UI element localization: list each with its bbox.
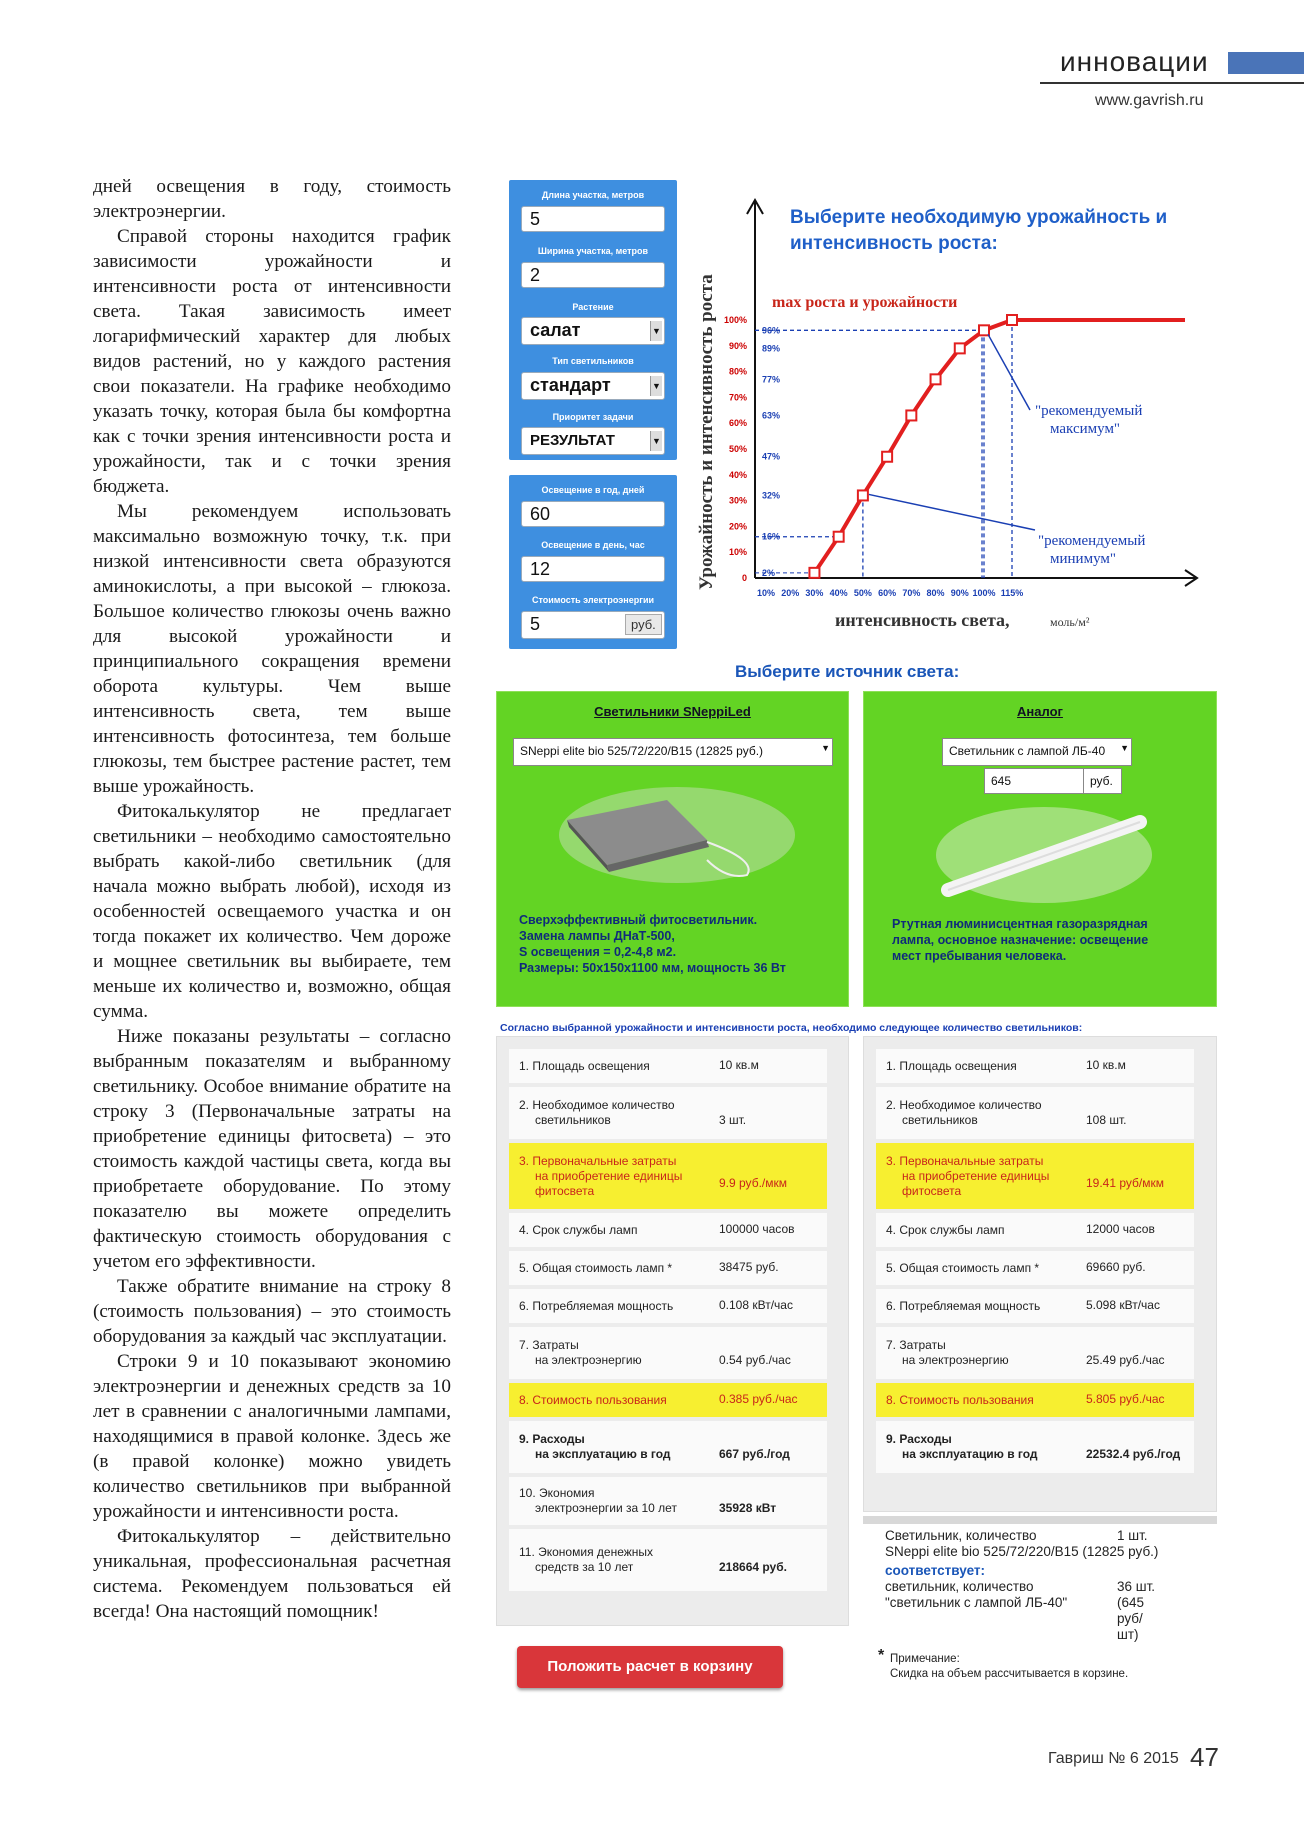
result-label: 3. Первоначальные затраты на приобретение единицы фитосвета [519,1153,683,1198]
lamp-type-label: Тип светильников [552,356,634,366]
result-value: 69660 руб. [1086,1260,1146,1274]
hours-input[interactable]: 12 [521,556,665,582]
priority-select[interactable] [521,427,665,455]
paragraph: Фитокалькулятор не предлагает светильники – необходимо самостоятельно выбрать какой-либо светильник (для начала можно выбрать любой), исходя из особенностей освещаемого участка и он тогда покажет их количество. Чем дороже и мощнее светильник вы выбираете, тем меньше их количество и, возможно, общая сумма. [93,801,451,1022]
page-number: 47 [1190,1742,1219,1772]
data-point[interactable] [834,532,844,542]
section-bar [1228,52,1304,74]
data-point[interactable] [858,490,868,500]
sneppi-desc: Сверхэффективный фитосветильник. Замена лампы ДНаТ-500, S освещения = 0,2-4,8 м2. Размеры: 50х150х1100 мм, мощность 36 Вт [519,913,786,975]
x-tick-label: 30% [805,588,824,598]
chart-title: Выберите необходимую урожайность и [790,207,1168,228]
result-row [876,1251,1194,1285]
result-value: 218664 руб. [719,1560,787,1574]
paragraph: Ниже показаны результаты – согласно выбранным показателям и выбранному светильнику. Особое внимание обратите на строку 3 (Первоначальные затраты на приобретение единицы фитосвета) – это стоимость каждой частицы света, когда вы приобретаете оборудование. По этому показателю вы можете определить фактическую стоимость оборудования с учетом его эффективности. [93,1026,451,1272]
result-row [876,1327,1194,1379]
analog-desc: Ртутная люминисцентная газоразрядная лампа, основное назначение: освещение мест пребывания человека. [892,917,1149,963]
y-tick-label: 0 [741,573,747,583]
x-tick-label: 60% [878,588,897,598]
plant-select[interactable] [521,317,665,345]
result-value: 38475 руб. [719,1260,779,1274]
width-label: Ширина участка, метров [537,246,649,256]
results-left [496,1036,849,1626]
result-value: 9.9 руб./мкм [719,1176,787,1190]
arrow [869,494,1035,530]
results-title: Согласно выбранной урожайности и интенсивности роста, необходимо следующее количество светильников: [500,1022,1083,1034]
analog-card [863,691,1217,1007]
result-row [509,1327,827,1379]
result-value: 5.098 кВт/час [1086,1298,1160,1312]
result-label: 5. Общая стоимость ламп * [519,1260,673,1275]
divider [863,1516,1217,1524]
result-row [876,1143,1194,1209]
y-tick-label: 10% [728,547,747,558]
chevron-down-icon: ▼ [650,376,662,396]
sneppi-card [496,691,849,1007]
analog-price-unit: руб. [1084,768,1122,794]
priority-label: Приоритет задачи [552,412,634,422]
y-tick-label: 20% [728,521,747,532]
y-tick-label: 60% [728,418,747,429]
price-unit: руб. [625,614,662,635]
plant-label: Растение [572,302,614,312]
point-value-label: 89% [762,343,781,354]
result-label: 6. Потребляемая мощность [519,1298,674,1313]
x-axis-unit: моль/м² [1050,615,1090,629]
paragraph: дней освещения в году, стоимость электроэнергии. [93,176,451,222]
fluorescent-lamp-image [934,800,1154,910]
result-value: 35928 кВт [719,1501,777,1515]
result-label: 4. Срок службы ламп [886,1222,1005,1237]
result-row [876,1049,1194,1083]
price-label: Стоимость электроэнергии [531,595,655,605]
rec-max-annotation: "рекомендуемый [1035,403,1143,419]
priority-value: РЕЗУЛЬТАТ [530,432,615,449]
sneppi-select[interactable] [513,738,833,766]
footer-magazine: Гавриш № 6 2015 [1048,1750,1179,1767]
lamp-type-value: стандарт [530,375,611,395]
source-title: Выберите источник света: [735,662,960,681]
result-value: 667 руб./год [719,1447,790,1461]
rec-min-annotation: "рекомендуемый [1038,533,1146,549]
paragraph: Справой стороны находится график зависимости урожайности и интенсивности роста от интенсивности света. Такая зависимость имеет логарифмический характер для любых видов растений, но у каждого растения свои показатели. На графике необходимо указать точку, которая была бы комфортна как с точки зрения интенсивности роста и урожайности, так и с точки зрения бюджета. [93,226,451,497]
paragraph: Фитокалькулятор – действительно уникальная, профессиональная расчетная система. Рекомендуем пользоваться ей всегда! Она настоящий помощник! [93,1526,451,1622]
result-row [509,1477,827,1525]
lighting-params-panel [509,475,677,649]
result-value: 10 кв.м [719,1058,759,1072]
result-label: 1. Площадь освещения [886,1058,1017,1073]
result-value: 25.49 руб./час [1086,1353,1165,1367]
article-text [93,174,451,1624]
chevron-down-icon: ▼ [1120,743,1129,753]
result-value: 19.41 руб/мкм [1086,1176,1164,1190]
result-value: 22532.4 руб./год [1086,1447,1181,1461]
y-tick-label: 30% [728,495,747,506]
result-value: 108 шт. [1086,1113,1127,1127]
result-label: 9. Расходы на эксплуатацию в год [886,1432,1038,1461]
analog-select[interactable] [942,738,1132,766]
note: * Примечание: Скидка на объем рассчитывается в корзине. [878,1647,1129,1680]
y-tick-label: 80% [728,366,747,377]
result-value: 0.54 руб./час [719,1353,791,1367]
result-row [509,1251,827,1285]
site-url: www.gavrish.ru [1095,92,1204,109]
sneppi-select-value: SNeppi elite bio 525/72/220/B15 (12825 руб.) [520,744,764,758]
x-axis-label: интенсивность света, [835,610,1010,630]
x-tick-label: 115% [1000,588,1024,598]
data-point[interactable] [906,410,916,420]
plant-value: салат [530,320,581,340]
result-label: 2. Необходимое количество светильников [886,1098,1042,1127]
rec-max-annotation: максимум" [1050,421,1121,437]
result-value: 0.108 кВт/час [719,1298,793,1312]
result-value: 0.385 руб./час [719,1392,798,1406]
length-input[interactable]: 5 [521,206,665,232]
add-to-cart-button[interactable]: Положить расчет в корзину [517,1646,783,1688]
chevron-down-icon: ▼ [650,321,662,341]
paragraph: Мы рекомендуем использовать максимально возможную точку, т.к. при низкой интенсивности света образуются аминокислоты, а при высокой – глюкоза. Большое количество глюкозы очень важно для высокой урожайности и принципиального сокращения времени оборота культуры. Чем выше интенсивность света, тем выше интенсивность фотосинтеза, тем больше глюкозы, тем быстрее растение растет, тем выше урожайность. [93,501,451,797]
data-point[interactable] [931,374,941,384]
point-value-label: 47% [762,451,781,462]
result-label: 7. Затраты на электроэнергию [519,1338,642,1367]
x-tick-label: 90% [950,588,969,598]
result-row [509,1289,827,1323]
x-tick-label: 80% [926,588,945,598]
result-row [876,1213,1194,1247]
length-label: Длина участка, метров [541,190,645,200]
chevron-down-icon: ▼ [650,431,662,451]
point-value-label: 63% [762,410,781,421]
result-label: 6. Потребляемая мощность [886,1298,1041,1313]
result-label: 2. Необходимое количество светильников [519,1098,675,1127]
result-value: 10 кв.м [1086,1058,1126,1072]
result-label: 8. Стоимость пользования [886,1392,1034,1407]
price-input[interactable]: 5 [521,611,665,639]
width-input[interactable]: 2 [521,262,665,288]
result-row [509,1087,827,1139]
result-label: 10. Экономия электроэнергии за 10 лет [519,1486,677,1515]
point-value-label: 77% [762,374,781,385]
result-row [876,1289,1194,1323]
result-label: 9. Расходы на эксплуатацию в год [519,1432,671,1461]
summary: Светильник, количество 1 шт. SNeppi elite bio 525/72/220/B15 (12825 руб.) соответствует: светильник, количество 36 шт. "светильник с лампой ЛБ-40" (645 руб/шт) [885,1528,1159,1642]
result-row [509,1049,827,1083]
y-tick-label: 100% [723,315,747,325]
yield-chart[interactable] [690,190,1210,640]
result-label: 5. Общая стоимость ламп * [886,1260,1040,1275]
result-label: 3. Первоначальные затраты на приобретение единицы фитосвета [886,1153,1050,1198]
y-tick-label: 50% [728,444,747,454]
result-row [509,1213,827,1247]
results-right [863,1036,1217,1512]
result-label: 8. Стоимость пользования [519,1392,667,1407]
rec-min-annotation: минимум" [1050,551,1116,567]
paragraph: Также обратите внимание на строку 8 (стоимость пользования) – это стоимость оборудования за каждый час эксплуатации. [93,1276,451,1347]
result-row [509,1383,827,1417]
x-tick-label: 10% [756,588,776,598]
result-row [876,1087,1194,1139]
paragraph: Строки 9 и 10 показывают экономию электроэнергии и денежных средств за 10 лет в сравнении с аналогичными лампами, находящимися в правой колонке. Здесь же (в правой колонке) можно увидеть количество светильников при выбранной урожайности и интенсивности роста. [93,1351,451,1522]
header-rule [1040,82,1304,84]
result-row [509,1529,827,1591]
result-label: 11. Экономия денежных средств за 10 лет [519,1545,654,1574]
y-tick-label: 90% [728,340,747,351]
led-fixture-image [557,780,797,890]
days-label: Освещение в год, дней [541,485,645,495]
analog-price-input[interactable]: 645 [984,768,1084,794]
result-value: 5.805 руб./час [1086,1392,1165,1406]
section-title: инновации [1060,46,1209,77]
result-value: 100000 часов [719,1222,795,1236]
x-tick-label: 50% [853,588,872,598]
arrow [988,334,1030,410]
result-label: 1. Площадь освещения [519,1058,650,1073]
point-value-label: 32% [762,490,781,501]
data-point[interactable] [809,568,819,578]
max-annotation: max роста и урожайности [772,294,958,311]
result-row [509,1143,827,1209]
point-value-label: 96% [762,325,781,336]
point-value-label: 16% [762,531,781,542]
x-tick-label: 40% [829,588,848,598]
result-row [876,1383,1194,1417]
analog-card-title: Аналог [1017,704,1063,719]
x-tick-label: 70% [902,588,921,598]
x-tick-label: 100% [972,588,996,598]
data-point[interactable] [955,343,965,353]
analog-select-value: Светильник с лампой ЛБ-40 [949,744,1106,758]
hours-label: Освещение в день, час [541,540,645,550]
y-tick-label: 70% [728,392,747,403]
y-axis-label: Урожайность и интенсивность роста [696,274,717,590]
days-input[interactable]: 60 [521,501,665,527]
result-value: 12000 часов [1086,1222,1155,1236]
sneppi-card-title: Светильники SNeppiLed [594,704,751,719]
point-value-label: 2% [762,567,776,578]
x-tick-label: 20% [781,588,800,598]
lamp-type-select[interactable] [521,372,665,400]
chevron-down-icon: ▼ [821,743,830,753]
result-value: 3 шт. [719,1113,747,1127]
result-label: 7. Затраты на электроэнергию [886,1338,1009,1367]
y-tick-label: 40% [728,469,747,480]
result-row [876,1421,1194,1473]
data-point[interactable] [979,325,989,335]
data-point[interactable] [882,452,892,462]
plot-params-panel [509,180,677,460]
data-point[interactable] [1007,315,1017,325]
chart-title: интенсивность роста: [790,233,998,254]
result-label: 4. Срок службы ламп [519,1222,638,1237]
result-row [509,1421,827,1473]
